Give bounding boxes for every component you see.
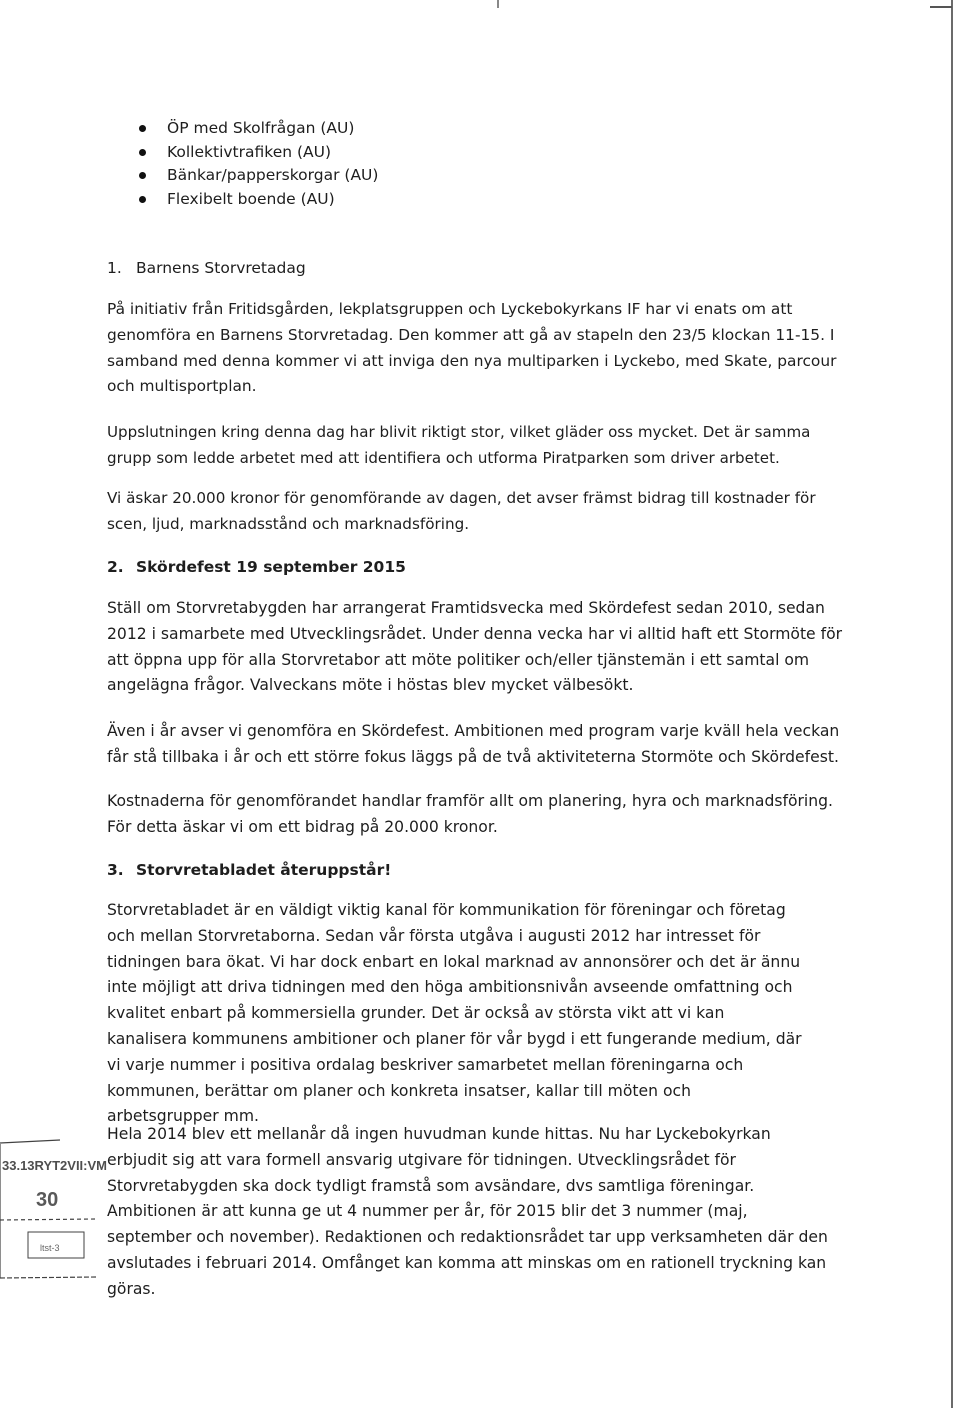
section-3-paragraph-2: Hela 2014 blev ett mellanår då ingen huvudman kunde hittas. Nu har Lyckebokyrkan erbjudit sig att vara formell ansvarig utgivare för tidningen. Utvecklingsrådet för Storvretabygden ska dock tydligt framstå som avsändare, dvs samtliga föreningar. Ambitionen är att kunna ge ut 4 nummer per år, för 2015 blir det 3 nummer (maj, september och november). Redaktionen och redaktionsrådet tar upp verksamheten där den avslutades i februari 2014. Omfånget kan komma att minskas om en rationell tryckning kan göras. (107, 1125, 828, 1298)
section-2-paragraph-3: Kostnaderna för genomförandet handlar framför allt om planering, hyra och marknadsföring. För detta äskar vi om ett bidrag på 20.000 kronor. (107, 792, 833, 836)
bullet-item: Flexibelt boende (AU) (150, 188, 378, 212)
agenda-bullet-list (150, 117, 378, 211)
section-heading-3 (107, 860, 391, 880)
section-title: Skördefest 19 september 2015 (136, 558, 406, 576)
stamp-number: 30 (36, 1189, 59, 1211)
stamp-code: ltst-3 (40, 1243, 60, 1253)
section-2-paragraph-1: Ställ om Storvretabygden har arrangerat Framtidsvecka med Skördefest sedan 2010, sedan 2012 i samarbete med Utvecklingsrådet. Under denna vecka har vi alltid haft ett Stormöte för att öppna upp för alla Storvretabor att möte politiker och/eller tjänstemän i ett samtal om angelägna frågor. Valveckans möte i höstas blev mycket välbesökt. (107, 599, 843, 695)
scan-edge-mark (497, 0, 499, 8)
bullet-item: Bänkar/papperskorgar (AU) (150, 164, 378, 188)
scan-edge-line (951, 0, 953, 1408)
section-number: 2. (107, 558, 124, 576)
section-title: Barnens Storvretadag (136, 259, 306, 277)
scan-edge-mark (930, 6, 952, 8)
section-title: Storvretabladet återuppstår! (136, 861, 392, 879)
section-1-paragraph-3: Vi äskar 20.000 kronor för genomförande av dagen, det avser främst bidrag till kostnader för scen, ljud, marknadsstånd och marknadsföring. (107, 489, 816, 533)
section-1-paragraph-2: Uppslutningen kring denna dag har blivit riktigt stor, vilket gläder oss mycket. Det är samma grupp som ledde arbetet med att identifiera och utforma Piratparken som driver arbetet. (107, 423, 811, 467)
bullet-item: ÖP med Skolfrågan (AU) (150, 117, 378, 141)
section-number: 1. (107, 259, 122, 277)
bullet-item: Kollektivtrafiken (AU) (150, 141, 378, 165)
received-stamp (0, 1128, 108, 1283)
section-number: 3. (107, 861, 124, 879)
section-1-paragraph-1: På initiativ från Fritidsgården, lekplatsgruppen och Lyckebokyrkans IF har vi enats om att genomföra en Barnens Storvretadag. Den kommer att gå av stapeln den 23/5 klockan 11-15. I samband med denna kommer vi att inviga den nya multiparken i Lyckebo, med Skate, parcour och multisportplan. (107, 300, 837, 396)
section-heading-1 (107, 258, 306, 278)
section-heading-2 (107, 557, 406, 577)
section-2-paragraph-2: Även i år avser vi genomföra en Skördefest. Ambitionen med program varje kväll hela veckan får stå tillbaka i år och ett större fokus läggs på de två aktiviteterna Stormöte och Skördefest. (107, 722, 840, 766)
stamp-text: 33.13RYT2VII:VM (2, 1158, 108, 1173)
section-3-paragraph-1: Storvretabladet är en väldigt viktig kanal för kommunikation för föreningar och företag och mellan Storvretaborna. Sedan vår första utgåva i augusti 2012 har intresset för tidningen bara ökat. Vi har dock enbart en lokal marknad av annonsörer och det är ännu inte möjligt att driva tidningen med den höga ambitionsnivån avseende omfattning och kvalitet enbart på kommersiella grunder. Det är också av största vikt att vi kan kanalisera kommunens ambitioner och planer för vår bygd i ett fungerande medium, där vi varje nummer i positiva ordalag beskriver samarbetet mellan föreningarna och kommunen, berättar om planer och konkreta insatser, kallar till möten och arbetsgrupper mm. (107, 901, 802, 1126)
